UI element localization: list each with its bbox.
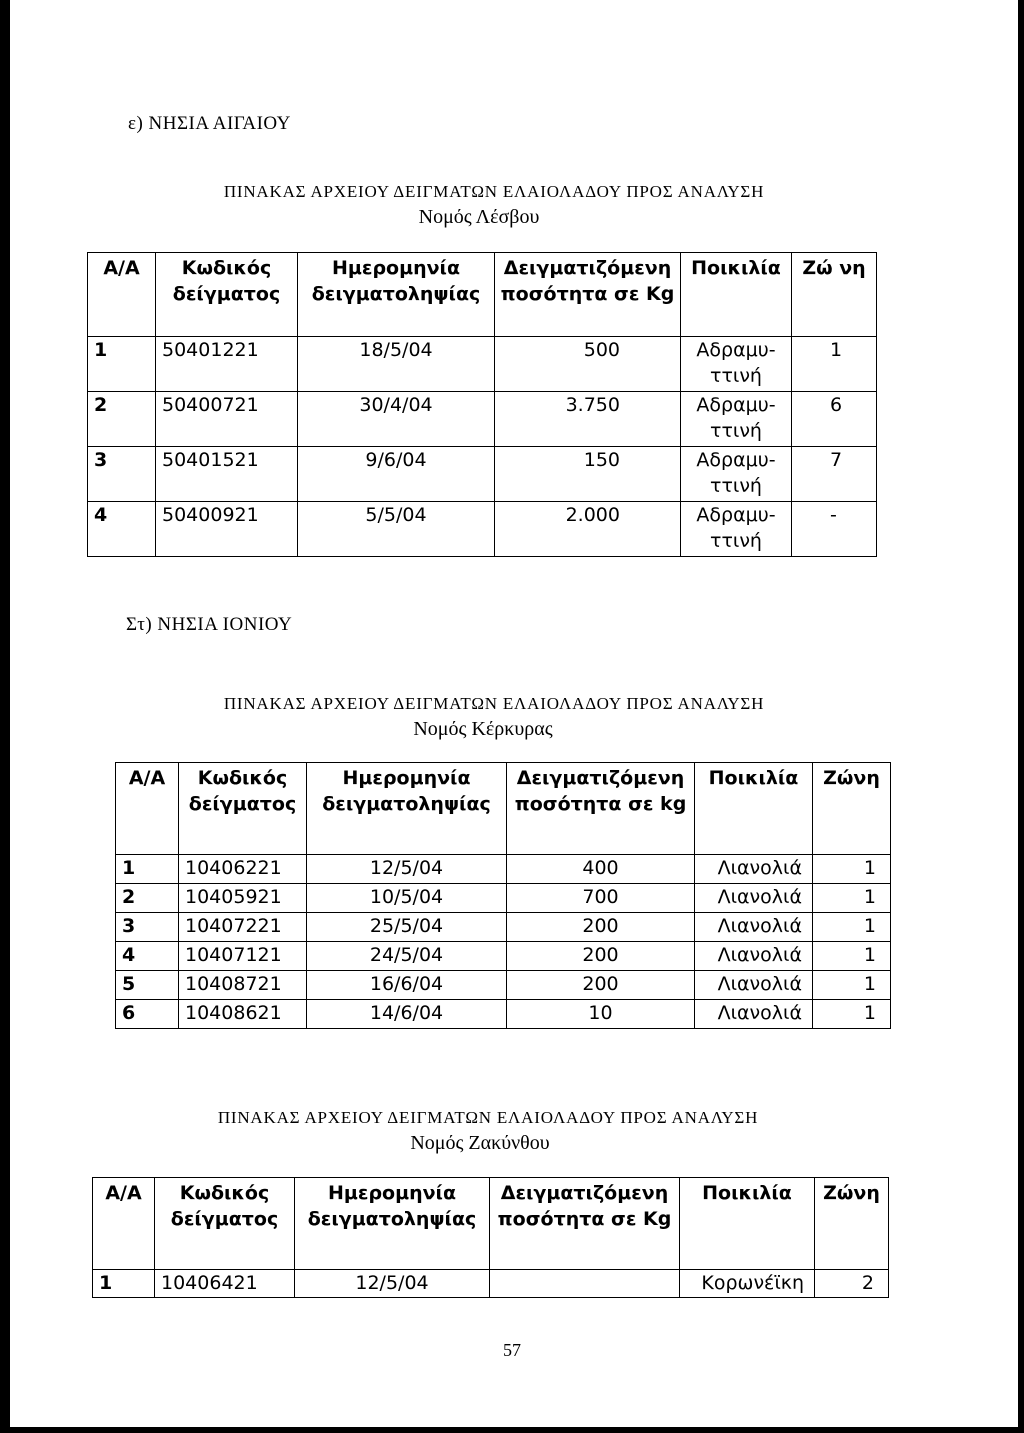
cell-quantity: 200 [507,942,695,971]
cell-date: 10/5/04 [307,884,507,913]
table-row [116,855,891,884]
header-date: Ημερομηνία δειγματοληψίας [295,1178,490,1270]
header-code: Κωδικός δείγματος [155,1178,295,1270]
header-quantity: Δειγματιζόμενη ποσότητα σε Kg [495,253,681,337]
cell-quantity: 3.750 [495,392,681,447]
table-header-row [88,253,877,337]
table-row [88,447,877,502]
cell-variety: Αδραμυ- ττινή [681,392,792,447]
cell-aa: 1 [88,337,156,392]
table-header-row [93,1178,889,1270]
cell-date: 12/5/04 [295,1270,490,1298]
cell-quantity: 400 [507,855,695,884]
header-date: Ημερομηνία δειγματοληψίας [307,763,507,855]
table-row [116,913,891,942]
cell-date: 24/5/04 [307,942,507,971]
header-variety: Ποικιλία [681,253,792,337]
table-header-row [116,763,891,855]
cell-aa: 4 [88,502,156,557]
cell-variety: Αδραμυ- ττινή [681,447,792,502]
cell-aa: 4 [116,942,179,971]
table-subtitle-zakynthos: Νομός Ζακύνθου [410,1132,550,1154]
cell-aa: 5 [116,971,179,1000]
cell-code: 50401221 [156,337,298,392]
section-heading-ionian: Στ) ΝΗΣΙΑ ΙΟΝΙΟΥ [126,614,293,635]
header-date: Ημερομηνία δειγματοληψίας [298,253,495,337]
cell-aa: 1 [93,1270,155,1298]
cell-quantity: 200 [507,913,695,942]
cell-date: 12/5/04 [307,855,507,884]
cell-code: 10405921 [179,884,307,913]
header-quantity: Δειγματιζόμενη ποσότητα σε Kg [490,1178,680,1270]
header-aa: Α/Α [116,763,179,855]
cell-quantity: 200 [507,971,695,1000]
cell-zone: 7 [792,447,877,502]
cell-zone: 1 [813,913,891,942]
cell-quantity: 150 [495,447,681,502]
cell-code: 50400721 [156,392,298,447]
header-variety: Ποικιλία [680,1178,815,1270]
table-row [116,1000,891,1029]
cell-zone: 1 [813,884,891,913]
table-row [88,502,877,557]
scan-edge-left [0,0,10,1433]
cell-code: 10408621 [179,1000,307,1029]
cell-quantity: 10 [507,1000,695,1029]
cell-code: 10408721 [179,971,307,1000]
header-zone: Ζώνη [813,763,891,855]
page-number: 57 [503,1340,521,1360]
cell-date: 18/5/04 [298,337,495,392]
cell-aa: 2 [88,392,156,447]
cell-zone: 1 [813,971,891,1000]
cell-aa: 3 [116,913,179,942]
header-code: Κωδικός δείγματος [179,763,307,855]
header-quantity: Δειγματιζόμενη ποσότητα σε kg [507,763,695,855]
cell-date: 5/5/04 [298,502,495,557]
table-subtitle-kerkyra: Νομός Κέρκυρας [413,718,553,740]
table-row [88,392,877,447]
cell-code: 10407121 [179,942,307,971]
cell-quantity: 700 [507,884,695,913]
cell-date: 14/6/04 [307,1000,507,1029]
cell-quantity [490,1270,680,1298]
section-heading-aegean: ε) ΝΗΣΙΑ ΑΙΓΑΙΟΥ [128,113,291,134]
table-row [116,884,891,913]
cell-variety: Λιανολιά [695,884,813,913]
cell-aa: 6 [116,1000,179,1029]
cell-quantity: 500 [495,337,681,392]
cell-quantity: 2.000 [495,502,681,557]
scan-edge-bottom [0,1427,1024,1433]
cell-zone: 2 [815,1270,889,1298]
header-code: Κωδικός δείγματος [156,253,298,337]
cell-zone: 1 [813,855,891,884]
header-aa: Α/Α [88,253,156,337]
header-zone: Ζώ νη [792,253,877,337]
cell-zone: - [792,502,877,557]
cell-code: 10406221 [179,855,307,884]
cell-date: 9/6/04 [298,447,495,502]
cell-zone: 1 [813,1000,891,1029]
scan-edge-right [1018,0,1024,1433]
cell-date: 30/4/04 [298,392,495,447]
table-row [88,337,877,392]
cell-variety: Κορωνέϊκη [680,1270,815,1298]
cell-variety: Λιανολιά [695,942,813,971]
header-variety: Ποικιλία [695,763,813,855]
header-zone: Ζώνη [815,1178,889,1270]
table-title-lesvos: ΠΙΝΑΚΑΣ ΑΡΧΕΙΟΥ ΔΕΙΓΜΑΤΩΝ ΕΛΑΙΟΛΑΔΟΥ ΠΡΟΣ ΑΝΑΛΥΣΗ [223,182,765,201]
table-subtitle-lesvos: Νομός Λέσβου [418,206,540,228]
cell-variety: Λιανολιά [695,913,813,942]
table-title-zakynthos: ΠΙΝΑΚΑΣ ΑΡΧΕΙΟΥ ΔΕΙΓΜΑΤΩΝ ΕΛΑΙΟΛΑΔΟΥ ΠΡΟΣ ΑΝΑΛΥΣΗ [217,1108,759,1127]
table-row [93,1270,889,1298]
table-row [116,971,891,1000]
table-kerkyra [115,762,891,1029]
table-title-kerkyra: ΠΙΝΑΚΑΣ ΑΡΧΕΙΟΥ ΔΕΙΓΜΑΤΩΝ ΕΛΑΙΟΛΑΔΟΥ ΠΡΟΣ ΑΝΑΛΥΣΗ [223,694,765,713]
header-aa: Α/Α [93,1178,155,1270]
cell-code: 50401521 [156,447,298,502]
cell-date: 25/5/04 [307,913,507,942]
cell-aa: 2 [116,884,179,913]
cell-code: 10406421 [155,1270,295,1298]
cell-variety: Αδραμυ- ττινή [681,337,792,392]
table-row [116,942,891,971]
cell-aa: 3 [88,447,156,502]
cell-zone: 1 [813,942,891,971]
cell-date: 16/6/04 [307,971,507,1000]
cell-variety: Αδραμυ- ττινή [681,502,792,557]
table-lesvos [87,252,877,557]
cell-zone: 6 [792,392,877,447]
cell-aa: 1 [116,855,179,884]
cell-variety: Λιανολιά [695,855,813,884]
table-zakynthos [92,1177,889,1298]
cell-variety: Λιανολιά [695,971,813,1000]
cell-zone: 1 [792,337,877,392]
cell-code: 50400921 [156,502,298,557]
cell-variety: Λιανολιά [695,1000,813,1029]
cell-code: 10407221 [179,913,307,942]
